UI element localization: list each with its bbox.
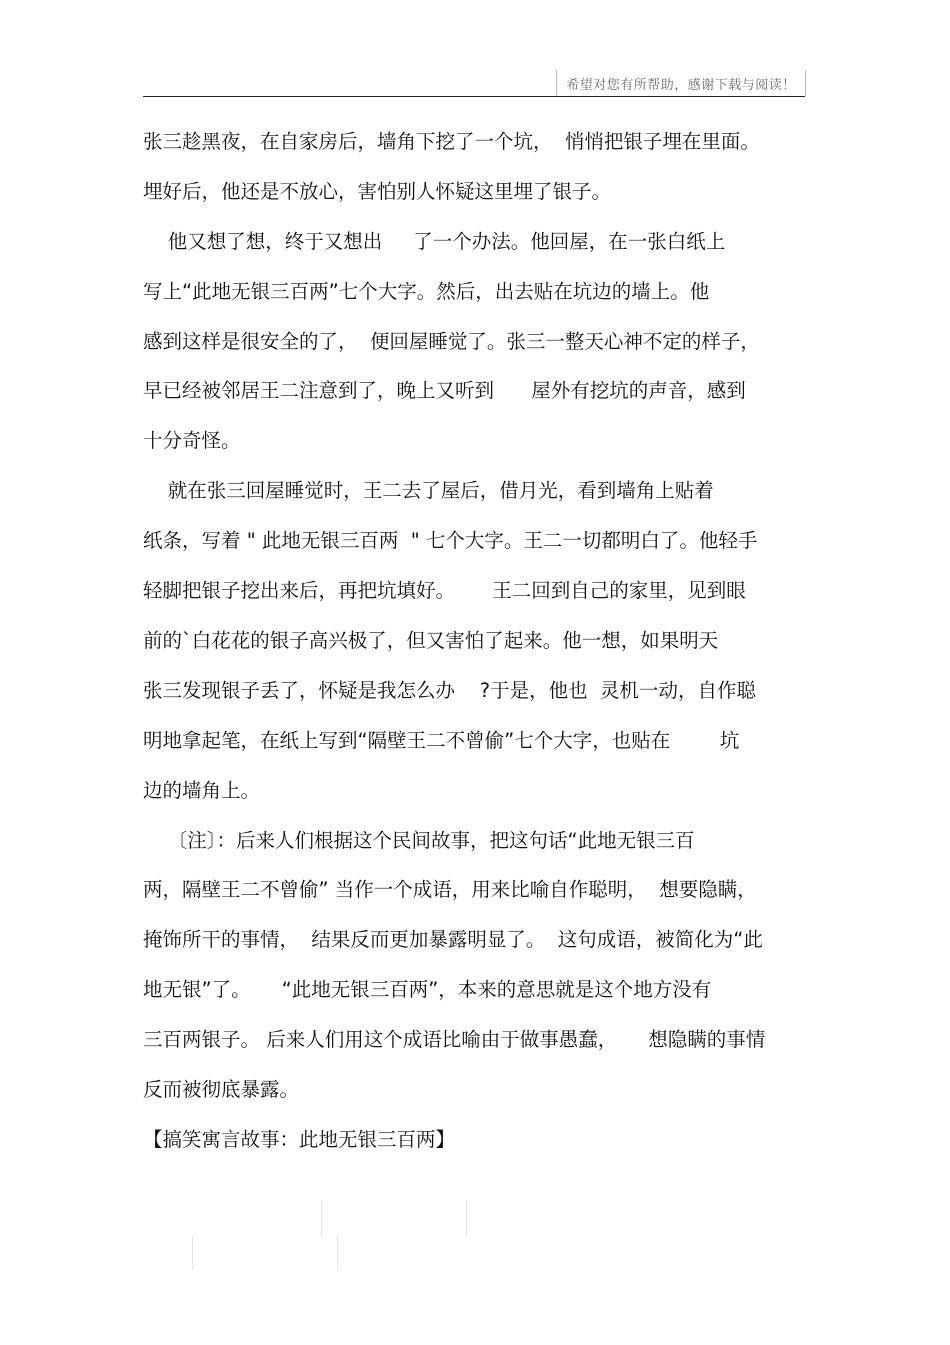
faint-divider [321, 1200, 322, 1236]
text-line: 边的墙角上。 [143, 779, 261, 802]
text-line: 张三趁黑夜，在自家房后，墙角下挖了一个坑， 悄悄把银子埋在里面。 [143, 130, 760, 153]
text-line: 十分奇怪。 [143, 429, 241, 452]
text-line: 两，隔壁王二不曾偷” 当作一个成语，用来比喻自作聪明， 想要隐瞒， [143, 878, 757, 901]
text-line: 前的`白花花的银子高兴极了，但又害怕了起来。他一想，如果明天 [143, 629, 719, 652]
text-line: 感到这样是很安全的了， 便回屋睡觉了。张三一整天心神不定的样子， [143, 330, 760, 353]
text-line: 张三发现银子丢了，怀疑是我怎么办 ?于是，他也 灵机一动，自作聪 [143, 679, 757, 702]
faint-divider [466, 1200, 467, 1236]
faint-divider [192, 1236, 193, 1270]
text-line: 就在张三回屋睡觉时，王二去了屋后，借月光，看到墙角上贴着 [143, 479, 714, 502]
text-line: 早已经被邻居王二注意到了，晚上又听到 屋外有挖坑的声音，感到 [143, 379, 746, 402]
text-line: 写上“此地无银三百两”七个大字。然后，出去贴在坑边的墙上。他 [143, 280, 710, 303]
page-header: 希望对您有所帮助，感谢下载与阅读！ [556, 70, 806, 96]
text-line: 明地拿起笔，在纸上写到“隔壁王二不曾偷”七个大字，也贴在 坑 [143, 729, 740, 752]
text-line: 反而被彻底暴露。 [143, 1078, 300, 1101]
header-rule [143, 96, 805, 97]
text-line: 三百两银子。 后来人们用这个成语比喻由于做事愚蠢， 想隐瞒的事情 [143, 1028, 766, 1051]
text-line: 纸条，写着 " 此地无银三百两 " 七个大字。王二一切都明白了。他轻手 [143, 529, 758, 552]
text-line: 〔注〕：后来人们根据这个民间故事，把这句话“此地无银三百 [143, 829, 695, 852]
text-line: 埋好后，他还是不放心，害怕别人怀疑这里埋了银子。 [143, 180, 612, 203]
text-line: 他又想了想，终于又想出 了一个办法。他回屋，在一张白纸上 [143, 230, 726, 253]
text-line: 【搞笑寓言故事：此地无银三百两】 [143, 1128, 456, 1151]
text-line: 掩饰所干的事情， 结果反而更加暴露明显了。 这句成语，被简化为“此 [143, 928, 763, 951]
text-line: 地无银”了。 “此地无银三百两”，本来的意思就是这个地方没有 [143, 978, 712, 1001]
text-line: 轻脚把银子挖出来后，再把坑填好。 王二回到自己的家里，见到眼 [143, 579, 746, 602]
faint-divider [337, 1236, 338, 1270]
